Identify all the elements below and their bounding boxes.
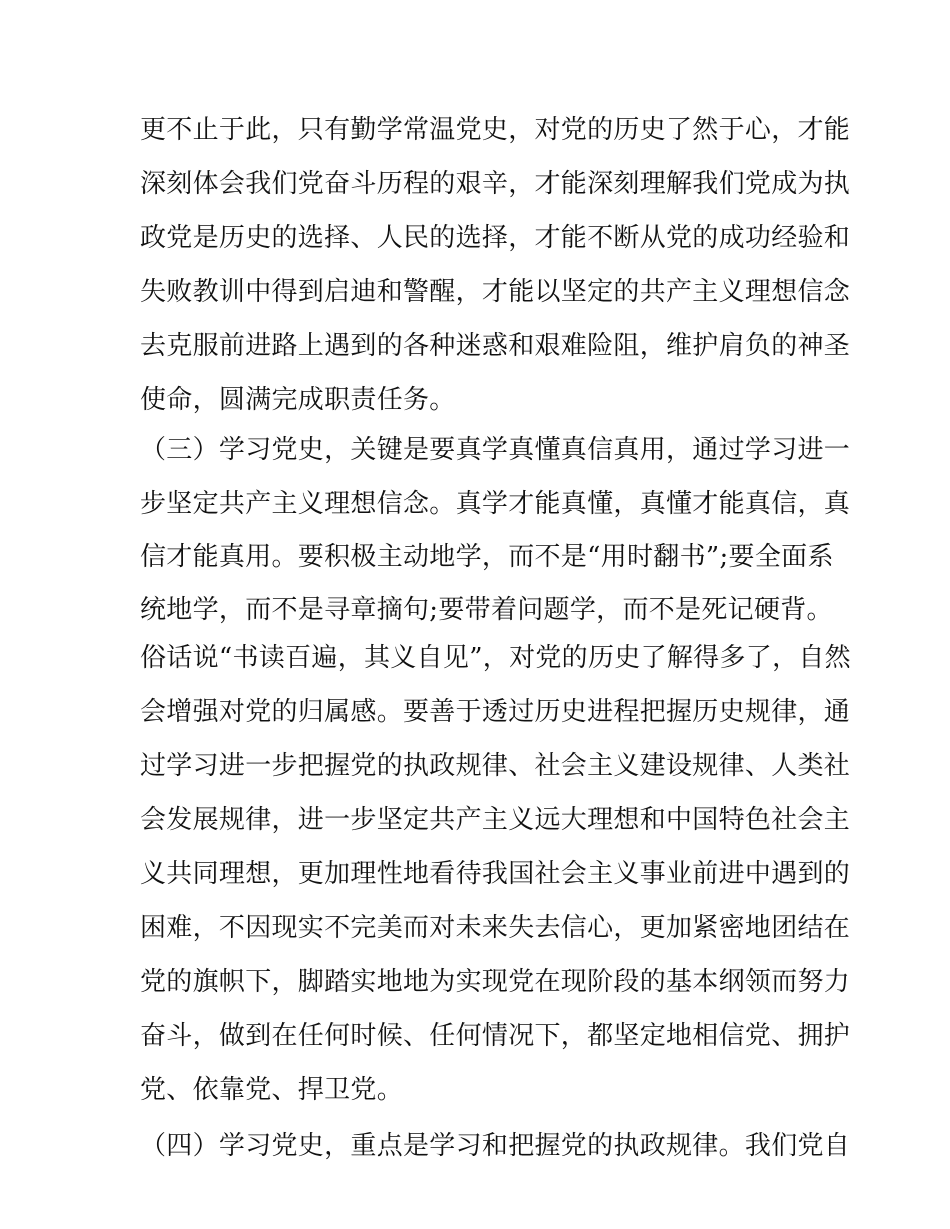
text-line: 困难，不因现实不完美而对未来失去信心，更加紧密地团结在 — [140, 913, 851, 943]
text-line: 步坚定共产主义理想信念。真学才能真懂，真懂才能真信，真 — [140, 489, 851, 519]
text-line: （三）学习党史，关键是要真学真懂真信真用，通过学习进一 — [140, 435, 851, 465]
text-line: 俗话说“书读百遍，其义自见”，对党的历史了解得多了，自然 — [140, 643, 851, 673]
text-line: 会发展规律，进一步坚定共产主义远大理想和中国特色社会主 — [140, 805, 851, 835]
text-line: 更不止于此，只有勤学常温党史，对党的历史了然于心，才能 — [140, 115, 851, 145]
text-line: 使命，圆满完成职责任务。 — [140, 385, 456, 415]
text-line: 深刻体会我们党奋斗历程的艰辛，才能深刻理解我们党成为执 — [140, 169, 851, 199]
text-line: 失败教训中得到启迪和警醒，才能以坚定的共产主义理想信念 — [140, 277, 851, 307]
text-line: 去克服前进路上遇到的各种迷惑和艰难险阻，维护肩负的神圣 — [140, 331, 851, 361]
text-line: （四）学习党史，重点是学习和把握党的执政规律。我们党自 — [140, 1131, 851, 1161]
text-line: 统地学，而不是寻章摘句;要带着问题学，而不是死记硬背。 — [140, 595, 833, 625]
text-line: 政党是历史的选择、人民的选择，才能不断从党的成功经验和 — [140, 223, 851, 253]
text-line: 义共同理想，更加理性地看待我国社会主义事业前进中遇到的 — [140, 859, 851, 889]
text-line: 会增强对党的归属感。要善于透过历史进程把握历史规律，通 — [140, 697, 851, 727]
text-line: 党的旗帜下，脚踏实地地为实现党在现阶段的基本纲领而努力 — [140, 967, 851, 997]
text-line: 奋斗，做到在任何时候、任何情况下，都坚定地相信党、拥护 — [140, 1021, 851, 1051]
text-line: 党、依靠党、捍卫党。 — [140, 1075, 404, 1105]
text-line: 信才能真用。要积极主动地学，而不是“用时翻书”;要全面系 — [140, 542, 834, 572]
text-line: 过学习进一步把握党的执政规律、社会主义建设规律、人类社 — [140, 751, 851, 781]
